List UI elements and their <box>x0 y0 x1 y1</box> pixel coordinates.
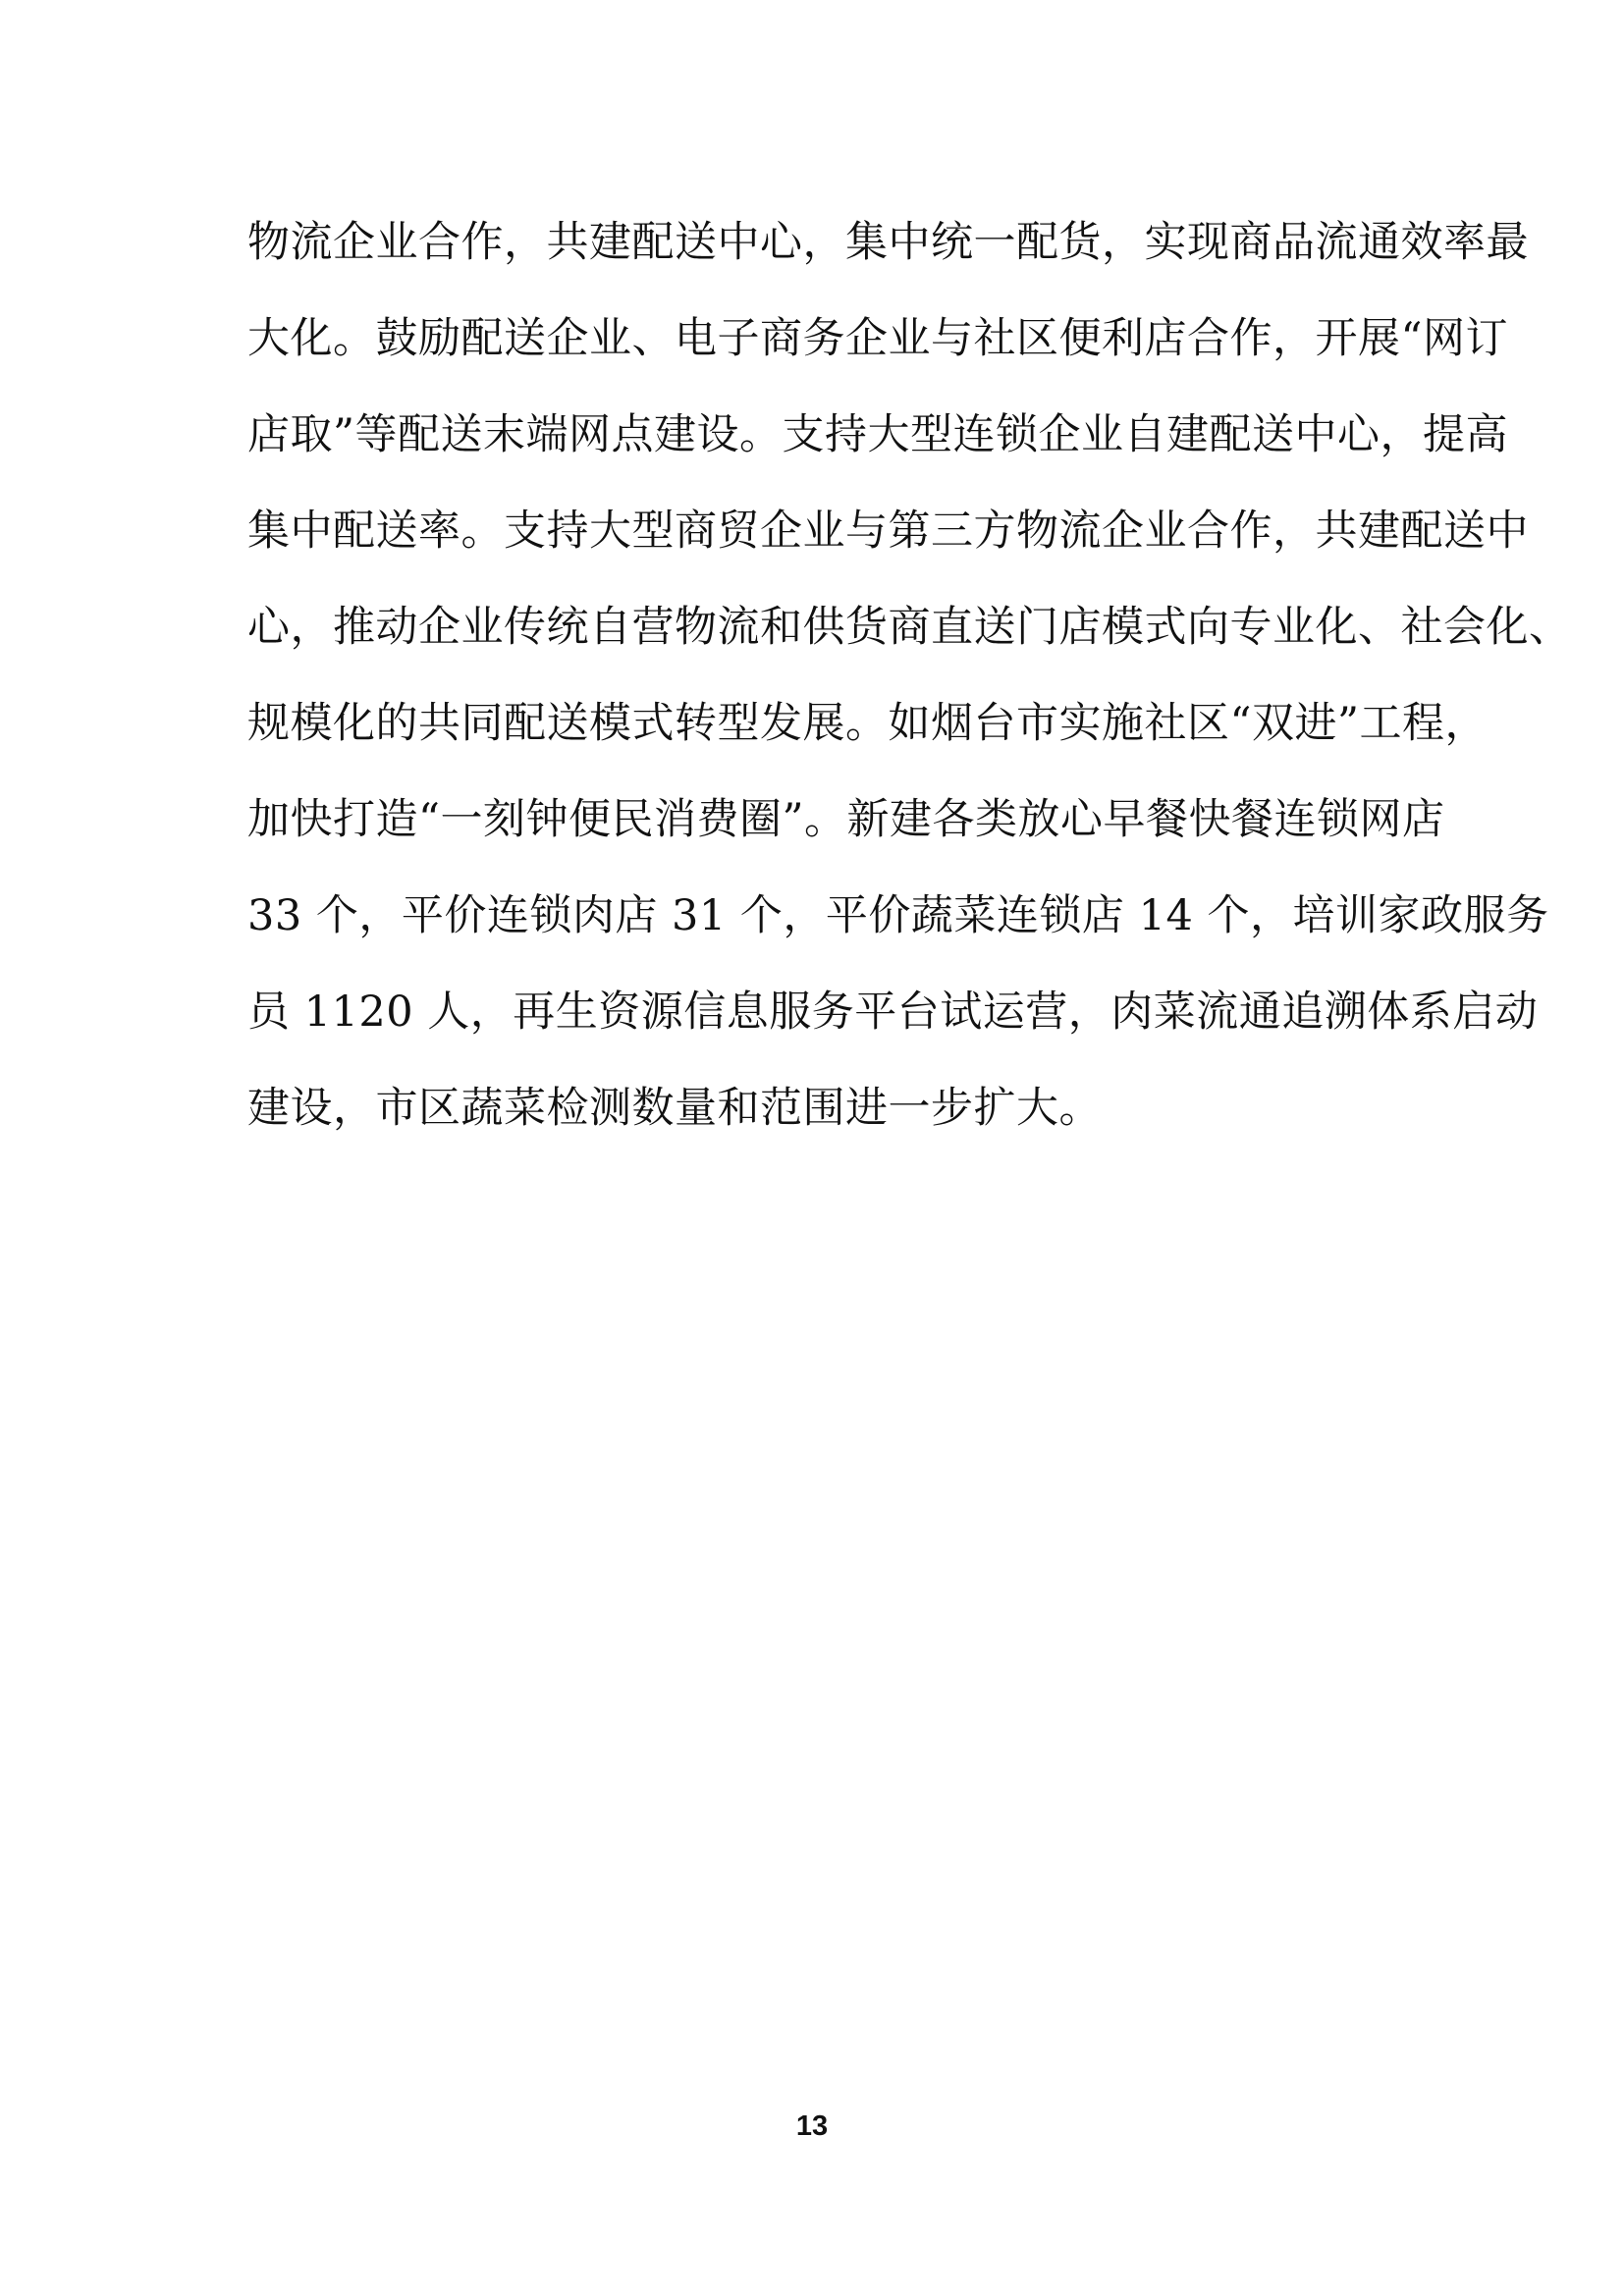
text-line: 大化。鼓励配送企业、电子商务企业与社区便利店合作，开展“网订 <box>247 314 1508 363</box>
text-line: 加快打造“一刻钟便民消费圈”。新建各类放心早餐快餐连锁网店 <box>247 795 1445 844</box>
text-line: 店取”等配送末端网点建设。支持大型连锁企业自建配送中心，提高 <box>247 410 1508 459</box>
text-line: 建设，市区蔬菜检测数量和范围进一步扩大。 <box>247 1084 1102 1133</box>
text-line: 物流企业合作，共建配送中心，集中统一配货，实现商品流通效率最 <box>247 218 1529 267</box>
page-number: 13 <box>795 2110 829 2142</box>
text-line: 规模化的共同配送模式转型发展。如烟台市实施社区“双进”工程， <box>247 699 1488 748</box>
body-paragraph <box>247 207 1572 1169</box>
text-line: 33 个，平价连锁肉店 31 个，平价蔬菜连锁店 14 个，培训家政服务 <box>247 891 1549 940</box>
text-line: 集中配送率。支持大型商贸企业与第三方物流企业合作，共建配送中 <box>247 507 1529 556</box>
text-line: 心，推动企业传统自营物流和供货商直送门店模式向专业化、社会化、 <box>247 603 1572 652</box>
text-line: 员 1120 人，再生资源信息服务平台试运营，肉菜流通追溯体系启动 <box>247 988 1539 1037</box>
